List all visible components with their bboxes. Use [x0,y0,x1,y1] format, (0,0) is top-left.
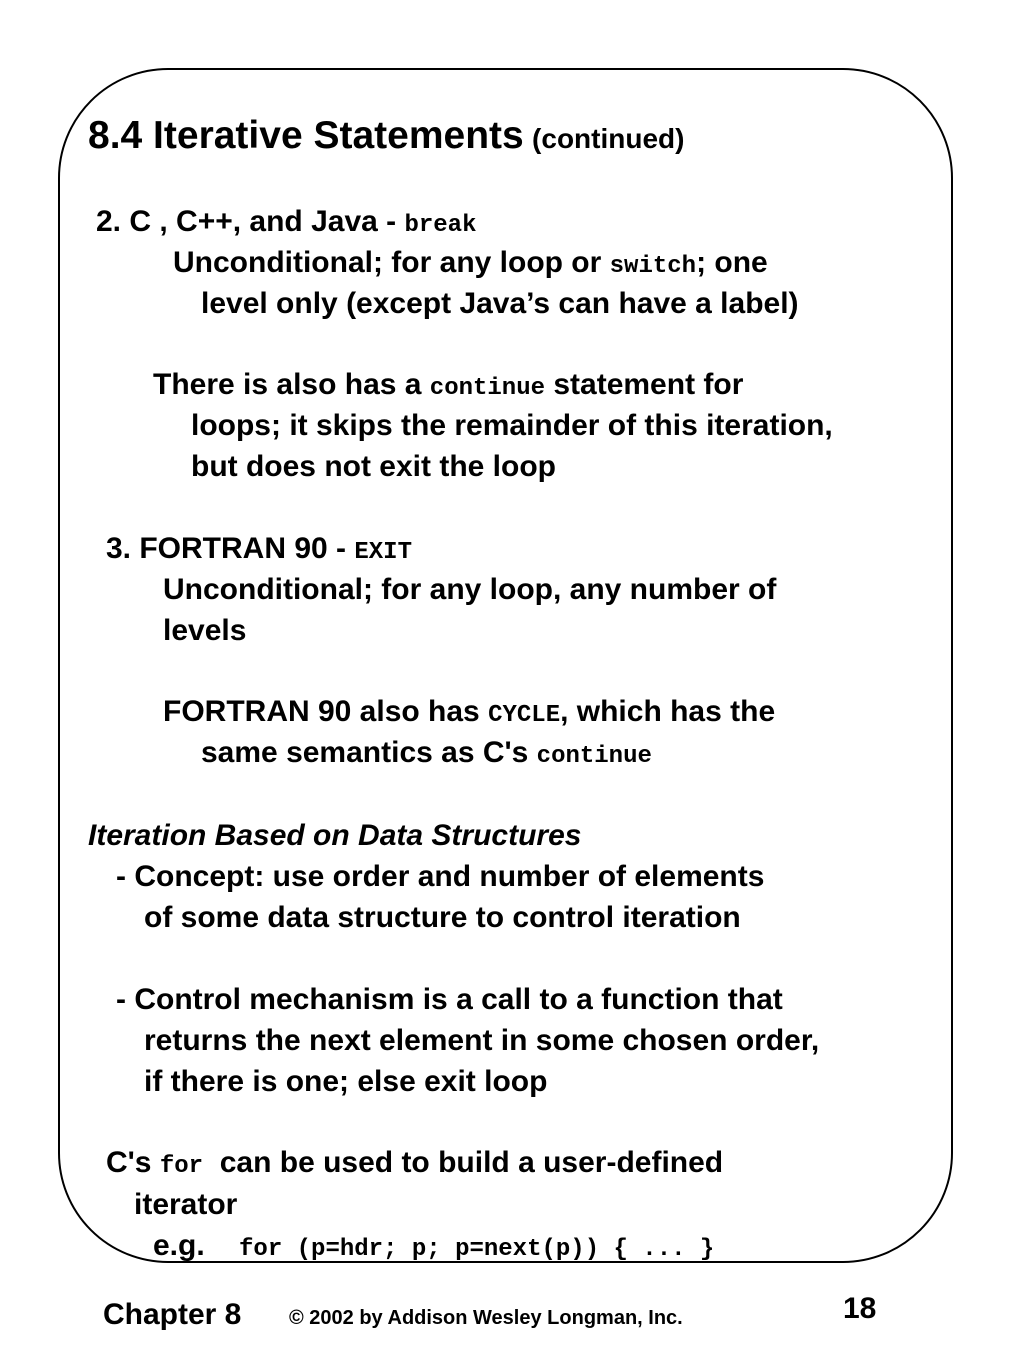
title-sub: (continued) [532,123,685,154]
item2-line1-a: Unconditional; for any loop or [173,246,610,279]
cfor-line2: iterator [134,1188,238,1221]
control-line2: returns the next element in some chosen order, [144,1024,820,1057]
footer-chapter: Chapter 8 [103,1298,242,1331]
cfor-line1-b: can be used to build a user-defined [203,1146,724,1179]
item3-heading-code: EXIT [354,539,412,566]
footer-copyright: © 2002 by Addison Wesley Longman, Inc. [289,1307,683,1329]
cfor-line1 [106,1148,723,1179]
cycle-line1-a: FORTRAN 90 also has [163,695,489,728]
continue-line1 [153,370,743,401]
title-main: 8.4 Iterative Statements [88,114,524,157]
control-line1: - Control mechanism is a call to a function that [116,983,783,1016]
continue-line1-a: There is also has a [153,368,430,401]
continue-line2: loops; it skips the remainder of this iteration, [191,409,833,442]
concept-line1: - Concept: use order and number of elements [116,860,765,893]
continue-line1-code: continue [429,375,546,402]
item2-heading-text: 2. C , C++, and Java - [96,205,405,238]
item2-heading [96,207,476,238]
cycle-line1 [163,697,775,728]
example-code: for (p=hdr; p; p=next(p)) { ... } [239,1236,715,1263]
example-line [153,1231,714,1262]
item3-heading [106,534,412,565]
cycle-line2-a: same semantics as C's [201,736,537,769]
example-label: e.g. [153,1229,205,1262]
item2-heading-code: break [404,212,477,239]
item3-heading-text: 3. FORTRAN 90 - [106,532,355,565]
cycle-line2-code: continue [536,743,652,770]
cfor-line1-a: C's [106,1146,160,1179]
item2-line1-b: ; one [696,246,768,279]
continue-line1-b: statement for [545,368,744,401]
cycle-line1-code: CYCLE [488,702,561,729]
control-line3: if there is one; else exit loop [144,1065,548,1098]
cycle-line1-b: , which has the [560,695,776,728]
item3-line1: Unconditional; for any loop, any number of [163,573,777,606]
iteration-heading: Iteration Based on Data Structures [88,819,582,852]
item3-line2: levels [163,614,247,647]
item2-line1 [173,248,768,279]
cycle-line2 [201,738,652,769]
continue-line3: but does not exit the loop [191,450,556,483]
item2-line2: level only (except Java’s can have a label) [201,287,799,320]
item2-line1-code: switch [609,253,697,280]
slide-title [88,116,684,155]
concept-line2: of some data structure to control iteration [144,901,741,934]
page-number: 18 [843,1292,877,1325]
cfor-line1-code: for [159,1153,204,1180]
